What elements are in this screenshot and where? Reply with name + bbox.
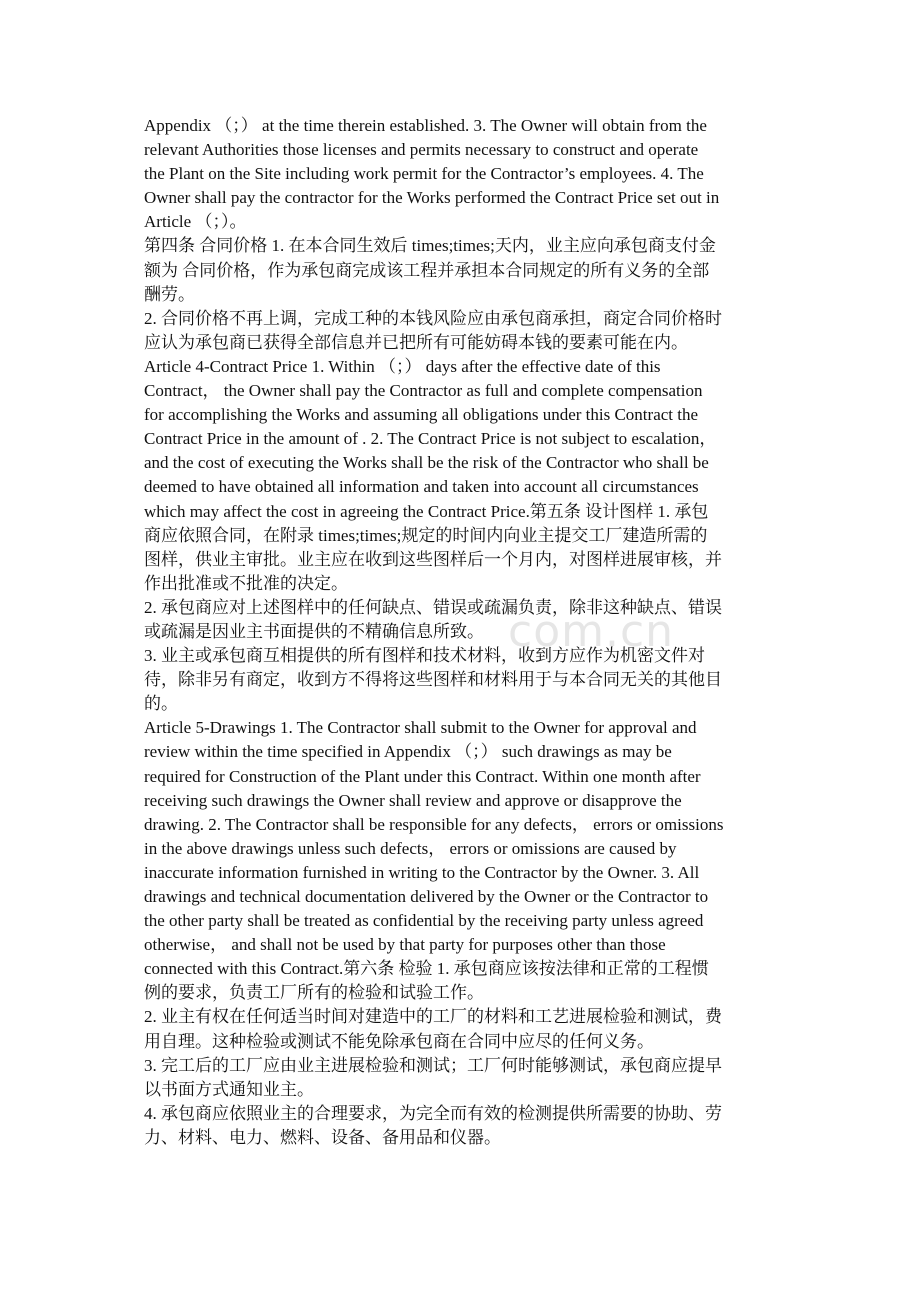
paragraph-article6-cn-4: 4. 承包商应依照业主的合理要求，为完全而有效的检测提供所需要的协助、劳 力、材料、电力、燃料、设备、备用品和仪器。 — [144, 1103, 722, 1147]
paragraph-article4-cn-2: 2. 合同价格不再上调，完成工种的本钱风险应由承包商承担，商定合同价格时 应认为承包商已获得全部信息并已把所有可能妨碍本钱的要素可能在内。 — [144, 308, 722, 352]
paragraph-article4-cn-1: 第四条 合同价格 1. 在本合同生效后 times;times;天内，业主应向承包商支付金 额为 合同价格，作为承包商完成该工程并承担本合同规定的所有义务的全部 酬劳。 — [144, 236, 716, 304]
paragraph-article5-cn-3: 3. 业主或承包商互相提供的所有图样和技术材料，收到方应作为机密文件对 待，除非另有商定，收到方不得将这些图样和材料用于与本合同无关的其他目 的。 — [144, 646, 722, 714]
paragraph-article5-en-article6-cn-1: Article 5-Drawings 1. The Contractor shall submit to the Owner for approval and review within the time specified in Appendix （；） such drawings as may be required for Construction of the Plant under this Contract. Within one month after receiving such drawings the Owner shall review and approve or disapprove the drawing. 2. The Contractor shall be responsible for any defects， errors or omissions in the above drawings unless such defects， errors or omissions are caused by inaccurate information furnished in writing to the Contractor by the Owner. 3. All drawings and technical documentation delivered by the Owner or the Contractor to the other party shall be treated as confidential by the receiving party unless agreed otherwise， and shall not be used by that party for purposes other than those connected with this Contract.第六条 检验 1. 承包商应该按法律和正常的工程惯 例的要求，负责工厂所有的检验和试验工作。 — [144, 718, 724, 1003]
watermark: com.cn — [508, 606, 675, 657]
paragraph-article5-cn-2: 2. 承包商应对上述图样中的任何缺点、错误或疏漏负责，除非这种缺点、错误 或疏漏是因业主书面提供的不精确信息所致。 — [144, 597, 722, 641]
paragraph-article6-cn-3: 3. 完工后的工厂应由业主进展检验和测试；工厂何时能够测试，承包商应提早 以书面方式通知业主。 — [144, 1055, 722, 1099]
document-page — [144, 114, 780, 1150]
paragraph-appendix-owner-obligations: Appendix （；） at the time therein established. 3. The Owner will obtain from the relevant Authorities those licenses and permits necessary to construct and operate the Plant on the Site including work permit for the Contractor’s employees. 4. The Owner shall pay the contractor for the Works performed the Contract Price set out in Article （；）。 — [144, 116, 720, 232]
paragraph-article4-en-article5-cn-1: Article 4-Contract Price 1. Within （；） days after the effective date of this Contract， the Owner shall pay the Contractor as full and complete compensation for accomplishing the Works and assuming all obligations under this Contract the Contract Price in the amount of . 2. The Contract Price is not subject to escalation， and the cost of executing the Works shall be the risk of the Contractor who shall be deemed to have obtained all information and taken into account all circumstances which may affect the cost in agreeing the Contract Price.第五条 设计图样 1. 承包 商应依照合同，在附录 times;times;规定的时间内向业主提交工厂建造所需的 图样，供业主审批。业主应在收到这些图样后一个月内，对图样进展审核，并 作出批准或不批准的决定。 — [144, 356, 722, 593]
paragraph-article6-cn-2: 2. 业主有权在任何适当时间对建造中的工厂的材料和工艺进展检验和测试，费 用自理。这种检验或测试不能免除承包商在合同中应尽的任何义务。 — [144, 1007, 722, 1051]
